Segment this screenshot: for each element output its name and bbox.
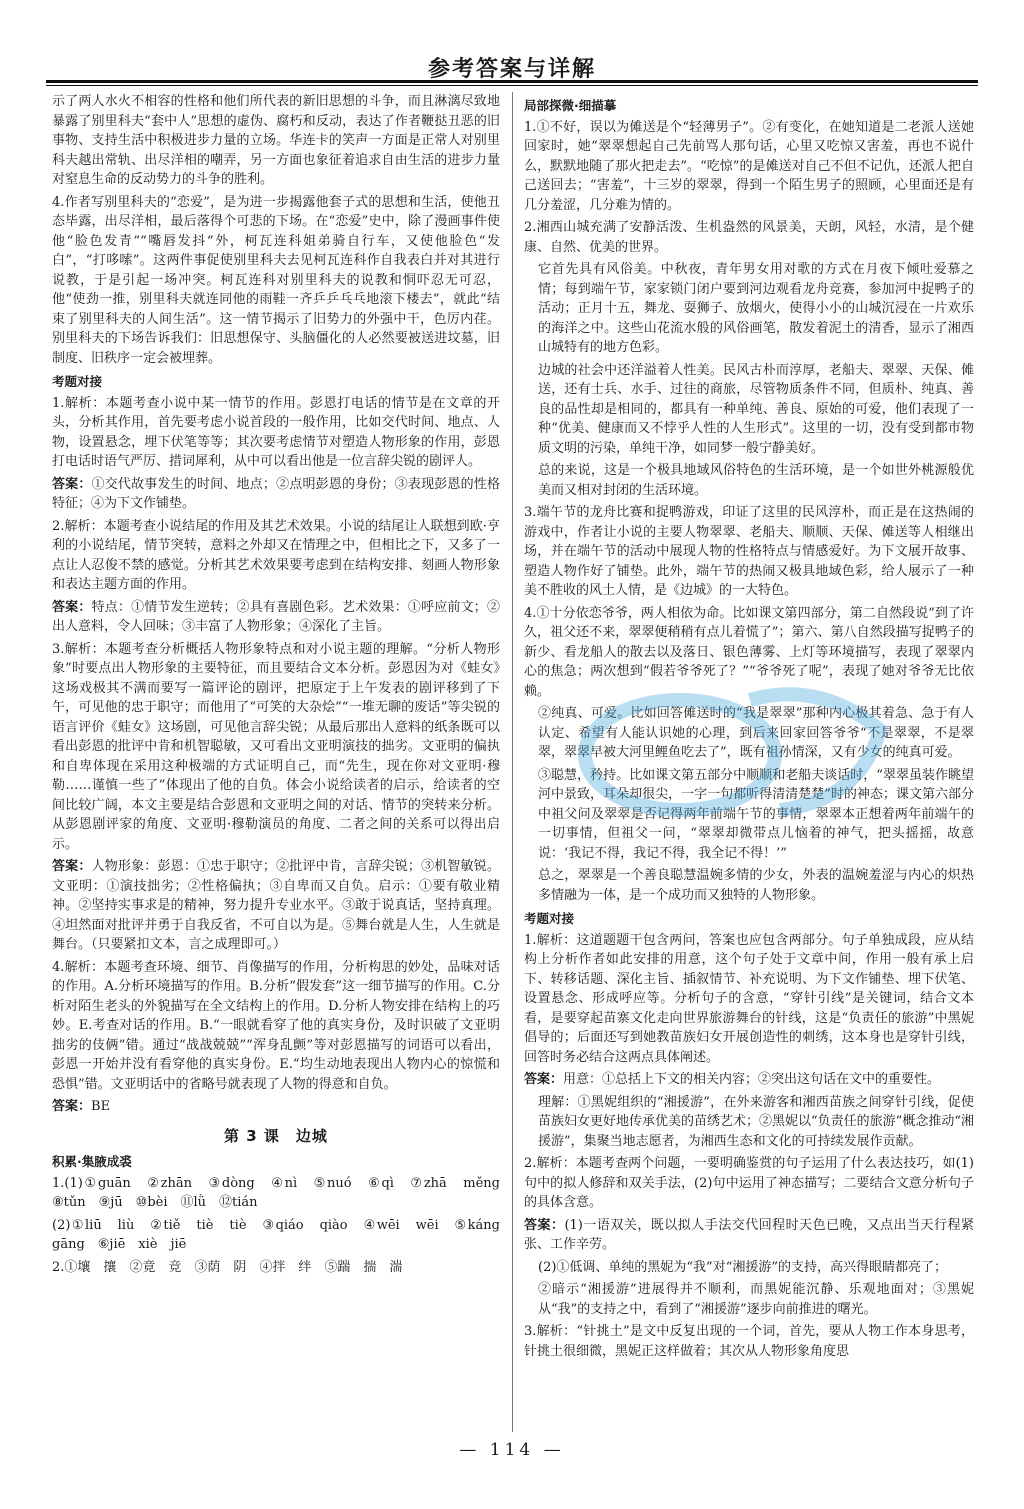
- paragraph: ③聪慧，矜持。比如课文第五部分中顺顺和老船夫谈话时，“翠翠虽装作眺望河中景致，耳朵却很尖，一字一句都听得清清楚楚”时的神态；课文第六部分中祖父问及翠翠是否记得两年前端午节的事情，翠翠本正想着两年前端午的一切事情，但祖父一问，“翠翠却微带点儿恼着的神气，把头摇摇，故意说：‘我记不得，我记不得，我全记不得！’”: [538, 767, 974, 861]
- header-rule-thick: [46, 80, 978, 83]
- paragraph: (2)①liū liù ②tiě tiè tiè ③qiáo qiào ④wēi wēi ⑤káng gāng ⑥jiē xiè jiē: [52, 1217, 514, 1252]
- paragraph: (2)①低调、单纯的黑妮为“我”对“湘援游”的支持，高兴得眼睛都亮了；: [538, 1259, 947, 1275]
- answer-label: 答案：: [52, 476, 92, 492]
- watermark-logo: [560, 660, 920, 840]
- paragraph: ②纯真、可爱。比如回答傩送时的“我是翠翠”那种内心极其着急、急于有人认定、希望有人能认识她的心理，到后来回家回答爷爷“不是翠翠，不是翠翠，翠翠早被大河里鲤鱼吃去了”，既有祖孙情深，又有少女的纯真可爱。: [538, 706, 974, 760]
- section-heading: 积累·集腋成裘: [52, 1154, 132, 1169]
- lesson-title: 第 3 课 边城: [224, 1126, 328, 1145]
- paragraph: 1.①不好，误以为傩送是个“轻薄男子”。②有变化，在她知道是二老派人送她回家时，她“翠翠想起自己先前骂人那句话，心里又吃惊又害羞，再也不说什么，默默地随了那火把走去”。“吃惊”的是傩送对自己不但不记仇，还派人把自己送回去；“害羞”，十三岁的翠翠，得到一个陌生男子的照顾，心里面还是有几分羞涩，几分难为情的。: [524, 119, 974, 213]
- paragraph: 3.解析：“针挑土”是文中反复出现的一个词，首先，要从人物工作本身思考，针挑土很细微，黑妮正这样做着；其次从人物形象角度思: [524, 1324, 974, 1359]
- page-number: — 114 —: [459, 1440, 565, 1460]
- answer-paragraph: 答案：用意：①总括上下文的相关内容；②突出这句话在文中的重要性。: [524, 1072, 941, 1087]
- paragraph: 边城的社会中还洋溢着人性美。民风古朴而淳厚，老船夫、翠翠、天保、傩送，还有士兵、水手、过往的商旅，尽管物质条件不同，但质朴、纯真、善良的品性却是相同的，都具有一种单纯、善良、原始的可爱，他们表现了一种“优美、健康而又不悖乎人性的人生形式”。这里的一切，没有受到都市物质文明的污染，单纯干净，如同梦一般宁静美好。: [538, 362, 974, 456]
- paragraph: 2.解析：本题考查两个问题，一要明确鉴赏的句子运用了什么表达技巧，如(1)句中的拟人修辞和双关手法，(2)句中运用了神态描写；二要结合文意分析句子的具体含意。: [524, 1156, 974, 1210]
- paragraph: ②暗示“湘援游”进展得并不顺利，而黑妮能沉静、乐观地面对；③黑妮从“我”的支持之中，看到了“湘援游”逐步向前推进的曙光。: [538, 1282, 974, 1317]
- paragraph: 理解：①黑妮组织的“湘援游”，在外来游客和湘西苗族之间穿针引线，促使苗族妇女更好地传承优美的苗绣艺术；②黑妮以“负责任的旅游”概念推动“湘援游”，集聚当地志愿者，为湘西生态和文化的可持续发展作贡献。: [538, 1094, 974, 1149]
- answer-paragraph: 答案：①交代故事发生的时间、地点；②点明彭恩的身份；③表现彭恩的性格特征；④为下文作铺垫。: [52, 476, 500, 511]
- section-heading: 考题对接: [52, 374, 103, 389]
- section-heading: 考题对接: [524, 911, 575, 926]
- paragraph: 总的来说，这是一个极具地域风俗特色的生活环境，是一个如世外桃源般优美而又相对封闭的生活环境。: [538, 463, 974, 498]
- paragraph: 1.解析：这道题题干包含两问，答案也应包含两部分。句子单独成段，应从结构上分析作者如此安排的用意，这个句子处于文章中间，作用一般有承上启下、转移话题、深化主旨、插叙情节、补充说明、为下文作铺垫、埋下伏笔、设置悬念、形成呼应等。分析句子的含意，“穿针引线”是关键词，结合文本看，是要穿起苗寨文化走向世界旅游舞台的针线，这是“负责任的旅游”中黑妮倡导的；后面还写到她教苗族妇女开展创造性的刺绣，这本身也是穿针引线，回答时务必结合这两点具体阐述。: [524, 932, 974, 1065]
- page-header-title: 参考答案与详解: [427, 57, 596, 82]
- answer-paragraph: 答案：人物形象：彭恩：①忠于职守；②批评中肯，言辞尖锐；③机智敏锐。文亚明：①演技拙劣；②性格偏执；③自卑而又自负。启示：①要有敬业精神。②坚持实事求是的精神，努力提升专业水平。③敢于说真话，坚持真理。④坦然面对批评并勇于自我反省，不可自以为是。⑤舞台就是人生，人生就是舞台。（只要紧扣文本，言之成理即可。）: [52, 859, 500, 952]
- section-heading: 局部探微·细描摹: [524, 98, 617, 113]
- answer-paragraph: 答案：(1)一语双关，既以拟人手法交代回程时天色已晚，又点出当天行程紧张、工作辛劳。: [524, 1217, 974, 1252]
- answer-paragraph: 答案：特点：①情节发生逆转；②具有喜剧色彩。艺术效果：①呼应前文；②出人意料，令人回味；③丰富了人物形象；④深化了主旨。: [52, 599, 500, 634]
- paragraph: 1.解析：本题考查小说中某一情节的作用。彭恩打电话的情节是在文章的开头，分析其作用，首先要考虑小说首段的一般作用，比如交代时间、地点、人物，设置悬念，埋下伏笔等等；其次要考虑情节对塑造人物形象的作用，彭恩打电话时语气严厉、措词犀利，从中可以看出他是一位言辞尖锐的剧评人。: [52, 395, 500, 469]
- paragraph: 总之，翠翠是一个善良聪慧温婉多情的少女，外表的温婉羞涩与内心的炽热多情融为一体，是一个成功而又独特的人物形象。: [538, 868, 974, 903]
- paragraph: 2.湘西山城充满了安静活泼、生机盎然的风景美，天朗，风轻，水清，是个健康、自然、优美的世界。: [524, 220, 974, 255]
- paragraph: 3.解析：本题考查分析概括人物形象特点和对小说主题的理解。“分析人物形象”时要点出人物形象的主要特征，而且要结合文本分析。彭恩因为对《蛙女》这场戏极其不满而要写一篇评论的剧评，把原定于上午发表的剧评移到了下午，可见他的忠于职守；而他用了“可笑的大杂烩”“一堆无聊的废话”等尖锐的语言评价《蛙女》这场剧，可见他言辞尖锐；从最后那出人意料的纸条既可以看出彭恩的批评中肯和机智聪敏，又可看出文亚明演技的拙劣。文亚明的偏执和自卑体现在采用这种极端的方式证明自己，而“先生，现在你对文亚明·穆勒……谨慎一些了”体现出了他的自负。体会小说给读者的启示，给读者的空间比较广阔，本文主要是结合彭恩和文亚明之间的对话、情节的突转来分析。从彭恩剧评家的角度、文亚明·穆勒演员的角度、二者之间的关系可以得出启示。: [52, 641, 500, 852]
- answer-label: 答案：: [524, 1217, 565, 1233]
- paragraph: 示了两人水火不相容的性格和他们所代表的新旧思想的斗争，而且淋漓尽致地暴露了别里科夫“套中人”思想的虚伪、腐朽和反动，表达了作者鞭挞丑恶的旧事物、支持生活中积极进步力量的立场。华连卡的笑声一方面是正常人对别里科夫越出常轨、出尽洋相的嘲弄，另一方面也象征着追求自由生活的进步力量对窒息生命的反动势力的斗争的胜利。: [52, 94, 500, 187]
- paragraph: 3.端午节的龙舟比赛和捉鸭游戏，印证了这里的民风淳朴，而正是在这热闹的游戏中，作者让小说的主要人物翠翠、老船夫、顺顺、天保、傩送等人相继出场，并在端午节的活动中展现人物的性格特点与情感爱好。为下文展开故事、塑造人物作好了铺垫。此外，端午节的热闹又极具地域色彩，给人展示了一种美不胜收的风土人情，是《边城》的一大特色。: [524, 505, 974, 598]
- paragraph: 它首先具有风俗美。中秋夜，青年男女用对歌的方式在月夜下倾吐爱慕之情；每到端午节，家家锁门闭户要到河边观看龙舟竞赛，参加河中捉鸭子的活动；正月十五，舞龙、耍狮子、放烟火，使得小小的山城沉浸在一片欢乐的海洋之中。这些山花流水般的风俗画笔，散发着泥土的清香，显示了湘西山城特有的地方色彩。: [538, 262, 974, 355]
- header-rule-thin: [46, 85, 978, 86]
- answer-label: 答案：: [52, 859, 92, 874]
- paragraph: 2.①壤 攘 ②竟 竞 ③荫 阴 ④拌 绊 ⑤踹 揣 湍: [52, 1259, 403, 1275]
- answer-paragraph: 答案：BE: [52, 1099, 111, 1114]
- column-divider: [512, 92, 513, 1432]
- paragraph: 2.解析：本题考查小说结尾的作用及其艺术效果。小说的结尾让人联想到欧·亨利的小说结尾，情节突转，意料之外却又在情理之中，但相比之下，又多了一点让人忍俊不禁的感觉。分析其艺术效果要考虑到在结构安排、刻画人物形象和表达主题方面的作用。: [52, 518, 500, 592]
- answer-label: 答案：: [52, 599, 92, 615]
- paragraph: 4.解析：本题考查环境、细节、肖像描写的作用，分析构思的妙处，品味对话的作用。A.分析环境描写的作用。B.分析“假发套”这一细节描写的作用。C.分析对陌生老头的外貌描写在全文结构上的作用。D.分析人物安排在结构上的巧妙。E.考查对话的作用。B.“一眼就看穿了他的真实身份，及时识破了文亚明拙劣的伎俩”错。通过“战战兢兢”“浑身乱颤”等对彭恩描写的词语可以看出，彭恩一开始并没有看穿他的真实身份。E.“均生动地表现出人物内心的惊慌和恐惧”错。文亚明话中的省略号就表现了人物的得意和自负。: [52, 959, 500, 1092]
- answer-label: 答案：: [52, 1099, 92, 1114]
- paragraph: 4.作者写别里科夫的“恋爱”，是为进一步揭露他套子式的思想和生活，使他丑态毕露，出尽洋相，最后落得个可悲的下场。在“恋爱”史中，除了漫画事件使他“脸色发青”“嘴唇发抖”外，柯瓦连科姐弟骑自行车，又使他脸色“发白”，“打哆嗦”。这两件事促使别里科夫去见柯瓦连科作自我表白并对其进行说教，于是引起一场冲突。柯瓦连科对别里科夫的说教和恫吓忍无可忍，他“使劲一推，别里科夫就连同他的雨鞋一齐乒乒乓乓地滚下楼去”，就此“结束了别里科夫的人间生活”。这一情节揭示了旧势力的外强中干，色厉内荏。别里科夫的下场告诉我们：旧思想保守、头脑僵化的人必然要被送进坟墓，旧制度、旧秩序一定会被埋葬。: [52, 194, 500, 366]
- paragraph: 4.①十分依恋爷爷，两人相依为命。比如课文第四部分，第二自然段说“到了许久，祖父还不来，翠翠便稍稍有点儿着慌了”；第六、第八自然段描写捉鸭子的新少、看龙船人的散去以及落日、银色薄雾、上灯等环境描写，表现了翠翠内心的焦急；两次想到“假若爷爷死了？”“爷爷死了呢”，表现了她对爷爷无比依赖。: [524, 605, 974, 699]
- paragraph: 1.(1)①guān ②zhān ③dòng ④nì ⑤nuó ⑥qì ⑦zhā měng ⑧tǔn ⑨jū ⑩bèi ⑪lǜ ⑫tián: [52, 1175, 514, 1210]
- answer-label: 答案：: [524, 1072, 564, 1087]
- left-column: [52, 92, 514, 1280]
